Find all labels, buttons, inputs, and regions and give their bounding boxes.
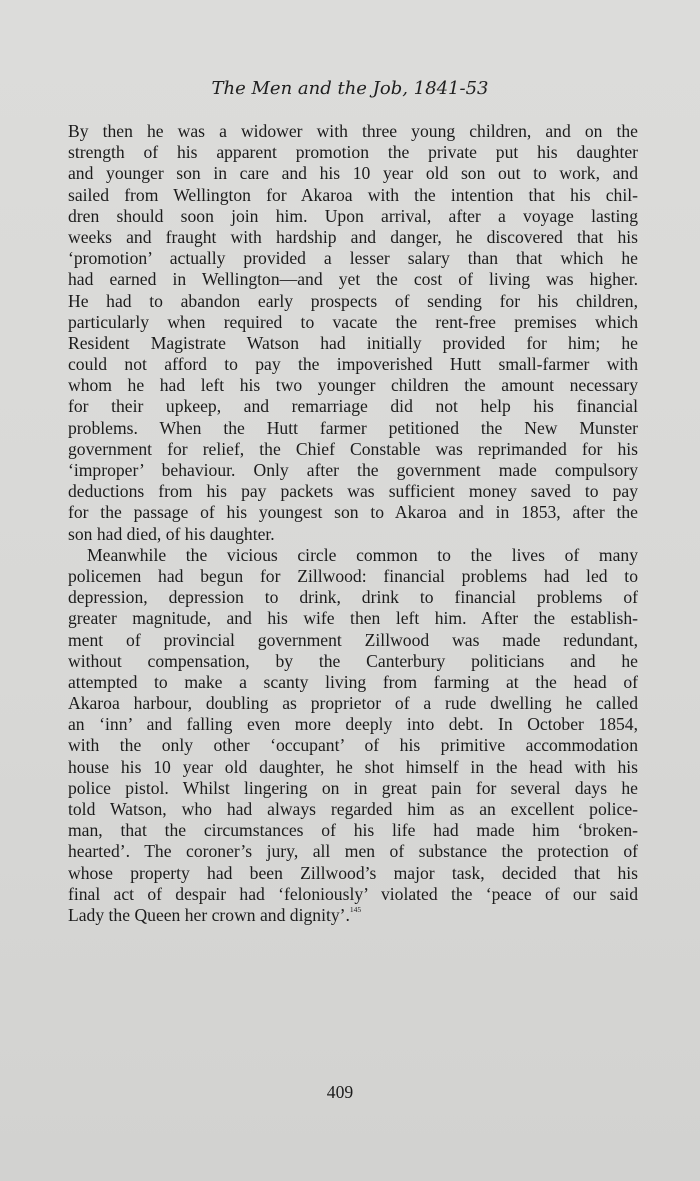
text-line [68, 269, 638, 290]
text-line [68, 439, 638, 460]
text-line-content: without compensation, by the Canterbury politicians and he [68, 650, 638, 671]
text-line-content: policemen had begun for Zillwood: financial problems had led to [68, 565, 638, 586]
running-head: The Men and the Job, 1841-53 [211, 78, 489, 99]
text-line-content: Meanwhile the vicious circle common to the lives of many [87, 544, 638, 565]
text-line-content: whom he had left his two younger children the amount necessary [68, 375, 638, 396]
text-line [68, 566, 638, 587]
text-line-content: dren should soon join him. Upon arrival, after a voyage lasting [68, 205, 638, 226]
text-line [68, 291, 638, 312]
footnote-reference: 145 [349, 904, 362, 914]
paragraph [68, 121, 638, 545]
text-line [68, 778, 638, 799]
text-line [68, 227, 638, 248]
text-line-content: greater magnitude, and his wife then left him. After the establish- [68, 608, 638, 629]
text-line [68, 333, 638, 354]
text-line-content: problems. When the Hutt farmer petitioned the New Munster [68, 417, 638, 438]
text-line [68, 396, 638, 417]
text-line-content: son had died, of his daughter. [68, 523, 275, 544]
text-line [68, 206, 638, 227]
text-line [68, 863, 638, 884]
text-line [68, 820, 638, 841]
text-line-content: Lady the Queen her crown and dignity’. [68, 904, 350, 925]
text-line-content: could not afford to pay the impoverished Hutt small-farmer with [68, 354, 638, 375]
text-line-content: an ‘inn’ and falling even more deeply into debt. In October 1854, [68, 714, 638, 735]
text-line [68, 714, 638, 735]
text-line-content: strength of his apparent promotion the private put his daughter [68, 142, 638, 163]
text-line [68, 460, 638, 481]
text-line [68, 651, 638, 672]
text-line [68, 354, 638, 375]
text-line-content: sailed from Wellington for Akaroa with the intention that his chil- [68, 184, 638, 205]
text-line [68, 375, 638, 396]
text-line [68, 630, 638, 651]
text-line-content: Akaroa harbour, doubling as proprietor of a rude dwelling he called [68, 693, 638, 714]
text-line-content: final act of despair had ‘feloniously’ violated the ‘peace of our said [68, 883, 638, 904]
text-line-content: with the only other ‘occupant’ of his primitive accommodation [68, 735, 638, 756]
text-line [68, 841, 638, 862]
text-line-content: deductions from his pay packets was sufficient money saved to pay [68, 481, 638, 502]
text-line [68, 884, 638, 905]
body-text [68, 121, 638, 926]
text-line-content: for the passage of his youngest son to Akaroa and in 1853, after the [68, 502, 638, 523]
text-line [68, 757, 638, 778]
text-line [68, 418, 638, 439]
text-line-content: told Watson, who had always regarded him as an excellent police- [68, 799, 638, 819]
text-line [68, 248, 638, 269]
text-line-content: By then he was a widower with three young children, and on the [68, 121, 638, 141]
text-line-content: and younger son in care and his 10 year old son out to work, and [68, 163, 638, 184]
text-line-content: man, that the circumstances of his life had made him ‘broken- [68, 820, 638, 841]
text-line [68, 524, 638, 545]
paragraph-container [68, 121, 638, 926]
text-line [68, 121, 638, 142]
text-line [68, 693, 638, 714]
text-line-content: attempted to make a scanty living from farming at the head of [68, 671, 638, 692]
text-line-content: Resident Magistrate Watson had initially provided for him; he [68, 332, 638, 353]
paragraph [68, 545, 638, 926]
text-line [68, 672, 638, 693]
text-line [68, 905, 638, 926]
text-line-content: particularly when required to vacate the rent-free premises which [68, 311, 638, 332]
text-line-content: whose property had been Zillwood’s major task, decided that his [68, 862, 638, 883]
text-line [68, 142, 638, 163]
text-line-content: weeks and fraught with hardship and danger, he discovered that his [68, 226, 638, 247]
text-line [68, 799, 638, 820]
page-number: 409 [326, 1082, 354, 1102]
text-line-content: ‘promotion’ actually provided a lesser salary than that which he [68, 248, 638, 269]
text-line-content: ‘improper’ behaviour. Only after the government made compulsory [68, 460, 638, 480]
text-line-content: government for relief, the Chief Constable was reprimanded for his [68, 438, 638, 459]
text-line [68, 545, 638, 566]
text-line-content: for their upkeep, and remarriage did not help his financial [68, 396, 638, 417]
text-line-content: He had to abandon early prospects of sending for his children, [68, 290, 638, 311]
text-line [68, 608, 638, 629]
text-line-content: house his 10 year old daughter, he shot himself in the head with his [68, 756, 638, 777]
text-line-content: ment of provincial government Zillwood was made redundant, [68, 629, 638, 650]
text-line-content: hearted’. The coroner’s jury, all men of substance the protection of [68, 841, 638, 862]
text-line-content: had earned in Wellington—and yet the cost of living was higher. [68, 269, 638, 290]
text-line [68, 587, 638, 608]
text-line [68, 163, 638, 184]
text-line [68, 735, 638, 756]
text-line [68, 481, 638, 502]
text-line [68, 312, 638, 333]
text-line-content: police pistol. Whilst lingering on in great pain for several days he [68, 777, 638, 798]
text-line-content: depression, depression to drink, drink to financial problems of [68, 587, 638, 608]
text-line [68, 185, 638, 206]
text-line [68, 502, 638, 523]
